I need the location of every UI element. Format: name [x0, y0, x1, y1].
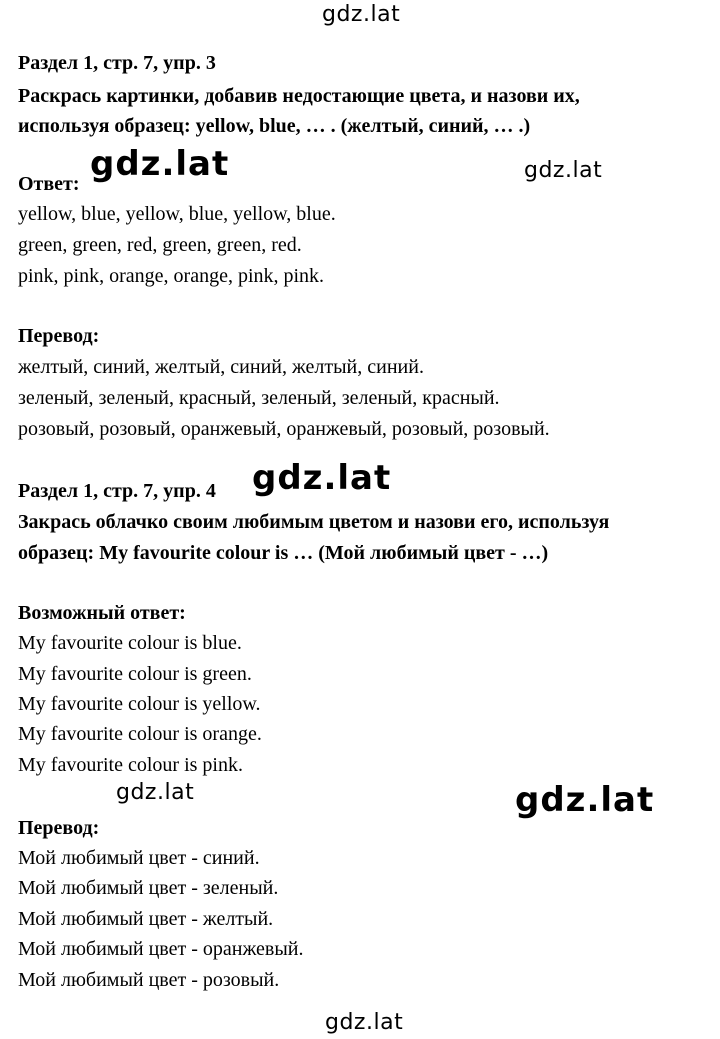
section2-translation-line: Мой любимый цвет - оранжевый. [18, 938, 304, 960]
section2-answer-line: My favourite colour is yellow. [18, 693, 261, 715]
watermark-answer-left: gdz.lat [90, 144, 230, 184]
section1-translation-line: розовый, розовый, оранжевый, оранжевый, розовый, розовый. [18, 418, 550, 440]
section2-translation-line: Мой любимый цвет - синий. [18, 847, 260, 869]
section1-answer-line: yellow, blue, yellow, blue, yellow, blue. [18, 203, 336, 225]
section2-task-line2: образец: My favourite colour is … (Мой любимый цвет - …) [18, 542, 549, 564]
section2-answer-line: My favourite colour is blue. [18, 632, 242, 654]
section2-title: Раздел 1, стр. 7, упр. 4 [18, 480, 216, 502]
section1-task-line1: Раскрась картинки, добавив недостающие цвета, и назови их, [18, 85, 580, 107]
section1-translation-label: Перевод: [18, 325, 100, 347]
section2-answer-label: Возможный ответ: [18, 602, 186, 624]
section1-answer-line: green, green, red, green, green, red. [18, 234, 302, 256]
watermark-section2: gdz.lat [252, 458, 392, 498]
section2-translation-line: Мой любимый цвет - зеленый. [18, 877, 279, 899]
watermark-middle-right: gdz.lat [515, 780, 655, 820]
section2-answer-line: My favourite colour is pink. [18, 754, 243, 776]
section2-translation-line: Мой любимый цвет - желтый. [18, 908, 274, 930]
section2-answer-line: My favourite colour is orange. [18, 723, 262, 745]
watermark-answer-right: gdz.lat [524, 158, 603, 183]
section2-task-line1: Закрась облачко своим любимым цветом и назови его, используя [18, 511, 610, 533]
watermark-bottom: gdz.lat [325, 1010, 404, 1035]
section1-answer-line: pink, pink, orange, orange, pink, pink. [18, 265, 325, 287]
section1-translation-line: желтый, синий, желтый, синий, желтый, синий. [18, 356, 424, 378]
section1-answer-label: Ответ: [18, 173, 80, 195]
section1-task-line2: используя образец: yellow, blue, … . (желтый, синий, … .) [18, 115, 531, 137]
section1-title: Раздел 1, стр. 7, упр. 3 [18, 52, 216, 74]
section2-translation-line: Мой любимый цвет - розовый. [18, 969, 280, 991]
section2-answer-line: My favourite colour is green. [18, 663, 252, 685]
section2-translation-label: Перевод: [18, 817, 100, 839]
section1-translation-line: зеленый, зеленый, красный, зеленый, зеленый, красный. [18, 387, 500, 409]
watermark-top: gdz.lat [322, 2, 401, 27]
watermark-middle-left: gdz.lat [116, 780, 195, 805]
